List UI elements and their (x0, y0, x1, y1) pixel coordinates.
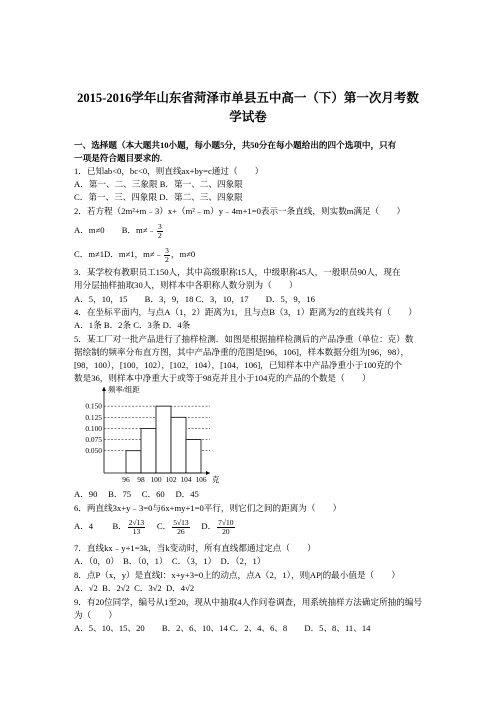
q2-d-den: 2 (165, 254, 169, 264)
q5-stem-line3: [98，100），[100，102），[102，104），[104，106]，已知样本中产品净重小于100克的个 (74, 360, 402, 370)
q6-option-a: A．4 (74, 521, 94, 531)
q1-options-ab: A．第一、二、三象限 B．第一、二、四象限 (74, 179, 243, 189)
section-heading: 一、选择题（本大题共10小题，每小题5分，共50分在每小题给出的四个选项中，只有 (74, 140, 397, 150)
q2-b-den: 2 (158, 230, 162, 240)
q8-stem: 8．点P（x，y）是直线l：x+y+3=0上的动点，点A（2，1），则|AP|的最小值是（ ） (74, 570, 400, 580)
q6-option-b: B． (112, 521, 127, 531)
x-tick-label: 106 (195, 475, 207, 484)
y-tick-label: 0.125 (85, 412, 102, 422)
q8-option-c: C．3√2 (134, 583, 162, 593)
y-tick-label: 0.100 (85, 423, 102, 433)
x-tick-label: 96 (122, 475, 130, 484)
y-tick-label: 0.050 (85, 446, 102, 456)
q6-c-den: 26 (177, 526, 185, 536)
q8-option-d: D．4√2 (166, 583, 195, 593)
q2-stem: 2．若方程（2m²+m﹣3）x+（m²﹣m）y﹣4m+1=0表示一条直线，则实数m满足（ ） (74, 206, 406, 216)
section-heading-cont: 一项是符合题目要求的. (74, 153, 163, 163)
y-axis-arrow (102, 387, 106, 391)
histogram-bar (156, 406, 171, 473)
q5-stem-line4: 数是36，则样本中净重大于或等于98克并且小于104克的产品的个数是（ ） (74, 373, 371, 383)
q6-d-num: 7√10 (218, 517, 234, 527)
q6-option-d: D． (201, 521, 217, 531)
x-tick-label: 102 (165, 475, 177, 484)
q9-options: A．5、10、15、20 B．2、6、10、14 C．2、4、6、8 D．5、8、11、14 (74, 623, 371, 633)
q1-options-cd: C．第一、三、四象限 D．第二、三、四象限 (74, 192, 243, 202)
q2-option-cd: C．m≠1D．m≠1，m≠﹣ (74, 249, 164, 259)
histogram-bar (186, 440, 201, 473)
q3-stem-line2: 用分层抽样抽取30人，则样本中各职称人数分别为（ ） (74, 280, 298, 290)
page-title-line2: 学试卷 (229, 110, 267, 124)
q2-fraction-b (157, 223, 163, 240)
y-tick-label: 0.075 (85, 435, 102, 445)
q6-b-den: 13 (132, 526, 141, 536)
q2-options-cd (74, 244, 195, 264)
histogram-bar (141, 428, 156, 473)
q9-stem-line2: 为（ ） (74, 610, 117, 620)
q6-fraction-b (128, 519, 145, 536)
q3-options: A．5，10，15 B．3，9，18 C．3，10，17 D．5，9，16 (74, 294, 315, 304)
q6-fraction-d (217, 519, 234, 536)
q4-stem: 4．在坐标平面内，与点A（1，2）距离为1，且与点B（3，1）距离为2的直线共有（ ） (74, 307, 417, 317)
q8-option-a: A．√2 (74, 583, 98, 593)
q2-b-num: 3 (158, 221, 162, 231)
q2-option-a: A．m≠0 (74, 225, 105, 235)
q6-stem: 6．两直线3x+y﹣3=0与6x+my+1=0平行，则它们之间的距离为（ ） (74, 503, 342, 513)
histogram-bar (171, 417, 186, 473)
y-axis-label: 频率/组距 (108, 385, 140, 394)
q8-option-b: B．2√2 (102, 583, 130, 593)
q9-stem-line1: 9．有20位同学，编号从1至20，现从中抽取4人作问卷调查，用系统抽样方法确定所抽的编号 (74, 597, 423, 607)
q8-options (74, 583, 194, 594)
q5-stem-line2: 据绘制的频率分布直方图，其中产品净重的范围是[96，106]，样本数据分组为[96，98）， (74, 347, 410, 357)
q6-fraction-c (172, 519, 189, 536)
y-tick-label: 0.150 (85, 401, 102, 411)
x-axis-arrow (206, 471, 210, 475)
q6-b-num: 2√13 (128, 517, 145, 527)
q1-stem: 1．已知ab<0，bc<0，则直线ax+by=c通过（ ） (74, 166, 264, 176)
q6-c-num: 5√13 (173, 517, 189, 527)
x-tick-label: 98 (137, 475, 145, 484)
q2-option-d-tail: ，m≠0 (170, 249, 196, 259)
x-tick-label: 100 (150, 475, 162, 484)
histogram-bar (126, 451, 141, 473)
q7-options: A．（0，0） B．（0，1） C．（3，1） D．（2，1） (74, 556, 266, 566)
q3-stem-line1: 3．某学校有教职员工150人，其中高级职称15人，中级职称45人，一般职员90人，现在 (74, 267, 401, 277)
page-title-line1: 2015-2016学年山东省菏泽市单县五中高一（下）第一次月考数 (77, 91, 419, 105)
q4-options: A．1条 B．2条 C．3条 D．4条 (74, 320, 191, 330)
q7-stem: 7．直线kx﹣y+1=3k，当k变动时，所有直线都通过定点（ ） (74, 543, 316, 553)
q2-d-num: 3 (165, 245, 169, 255)
q6-d-den: 20 (222, 526, 230, 536)
q5-stem-line1: 5．某工厂对一批产品进行了抽样检测．如图是根据抽样检测后的产品净重（单位：克）数 (74, 334, 414, 344)
q2-fraction-d (164, 247, 170, 264)
frequency-histogram (74, 385, 224, 487)
x-axis-label: 克 (212, 475, 220, 484)
q2-options-ab (74, 220, 164, 240)
q5-options: A．90 B．75 C．60 D．45 (74, 489, 199, 499)
q2-option-b: B．m≠﹣ (121, 225, 157, 235)
q6-options (74, 515, 236, 537)
q6-option-c: C． (156, 521, 172, 531)
x-tick-label: 104 (180, 475, 192, 484)
